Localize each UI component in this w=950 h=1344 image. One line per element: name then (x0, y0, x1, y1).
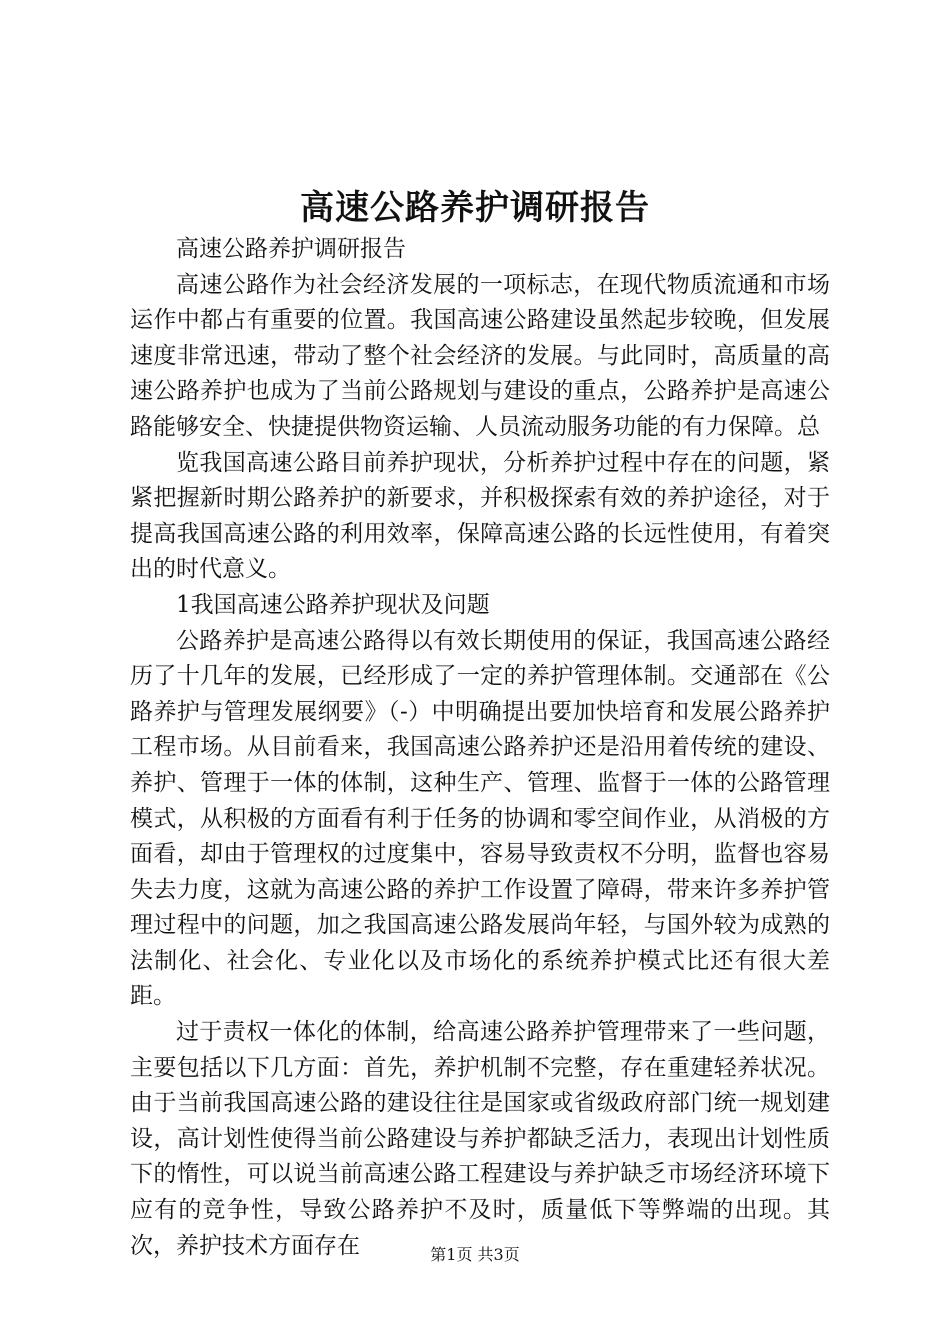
paragraph: 公路养护是高速公路得以有效长期使用的保证，我国高速公路经历了十几年的发展，已经形成了一定的养护管理体制。交通部在《公路养护与管理发展纲要》（-）中明确提出要加快培育和发展公路养护工程市场。从目前看来，我国高速公路养护还是沿用着传统的建设、养护、管理于一体的体制，这种生产、管理、监督于一体的公路管理模式，从积极的方面看有利于任务的协调和零空间作业，从消极的方面看，却由于管理权的过度集中，容易导致责权不分明，监督也容易失去力度，这就为高速公路的养护工作设置了障碍，带来许多养护管理过程中的问题，加之我国高速公路发展尚年轻，与国外较为成熟的法制化、社会化、专业化以及市场化的系统养护模式比还有很大差距。 (130, 627, 830, 1010)
paragraph: 览我国高速公路目前养护现状，分析养护过程中存在的问题，紧紧把握新时期公路养护的新要求，并积极探索有效的养护途径，对于提高我国高速公路的利用效率，保障高速公路的长远性使用，有着突出的时代意义。 (130, 449, 830, 583)
page-number-footer: 第1页 共3页 (430, 1245, 520, 1264)
paragraph: 高速公路作为社会经济发展的一项标志，在现代物质流通和市场运作中都占有重要的位置。我国高速公路建设虽然起步较晚，但发展速度非常迅速，带动了整个社会经济的发展。与此同时，高质量的高速公路养护也成为了当前公路规划与建设的重点，公路养护是高速公路能够安全、快捷提供物资运输、人员流动服务功能的有力保障。总 (130, 271, 830, 440)
document-title: 高速公路养护调研报告 (300, 188, 650, 228)
document-body (130, 232, 830, 1264)
paragraph: 过于责权一体化的体制，给高速公路养护管理带来了一些问题，主要包括以下几方面：首先，养护机制不完整，存在重建轻养状况。由于当前我国高速公路的建设往往是国家或省级政府部门统一规划建设，高计划性使得当前公路建设与养护都缺乏活力，表现出计划性质下的惰性，可以说当前高速公路工程建设与养护缺乏市场经济环境下应有的竞争性，导致公路养护不及时，质量低下等弊端的出现。其次，养护技术方面存在 (130, 1019, 830, 1259)
paragraph: 高速公路养护调研报告 (176, 236, 406, 262)
section-heading: 1我国高速公路养护现状及问题 (176, 591, 490, 618)
